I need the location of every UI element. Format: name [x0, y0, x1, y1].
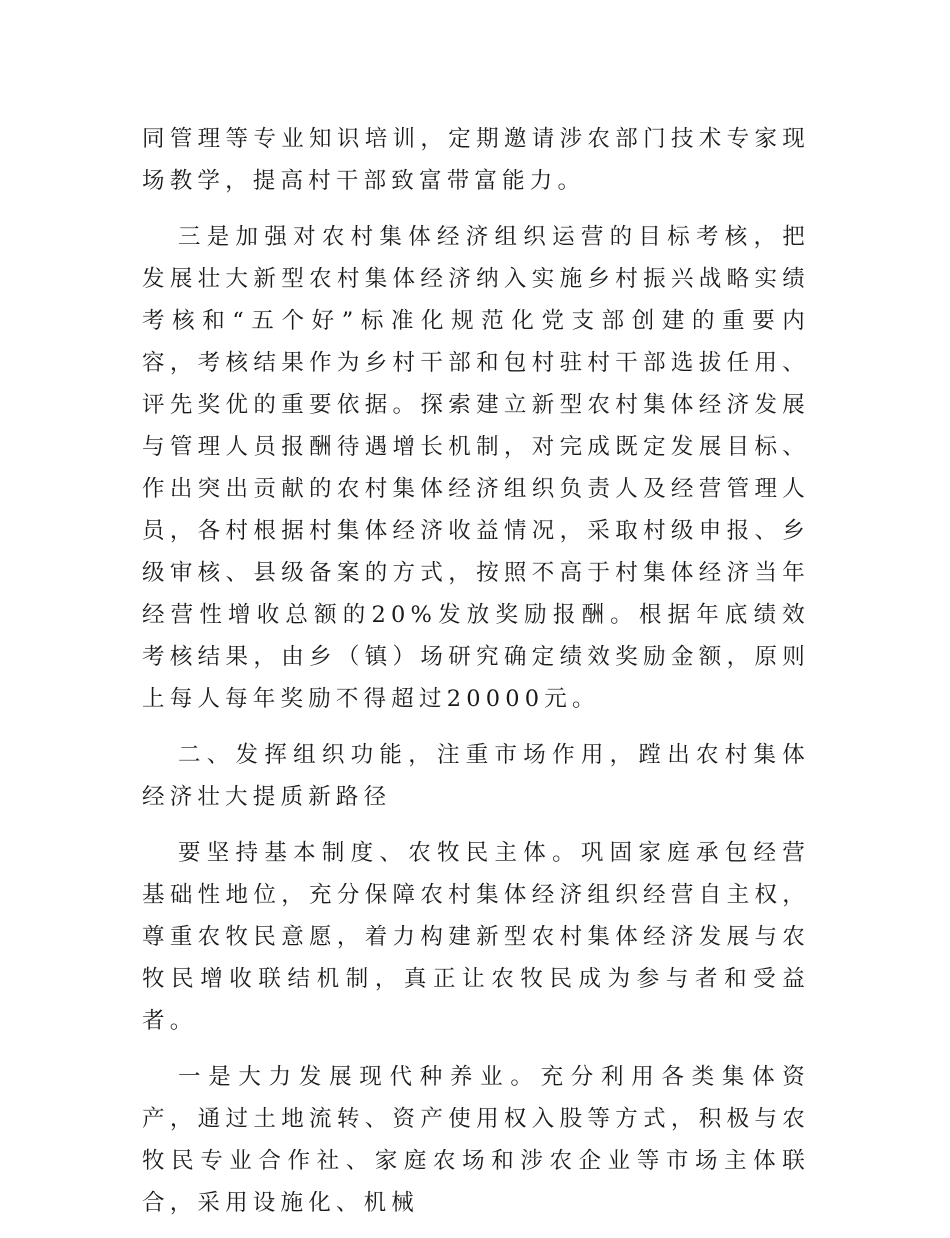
- paragraph-continuation: 同管理等专业知识培训，定期邀请涉农部门技术专家现场教学，提高村干部致富带富能力。: [142, 126, 810, 194]
- paragraph-basic-system: 要坚持基本制度、农牧民主体。巩固家庭承包经营基础性地位，充分保障农村集体经济组织经营自主权，尊重农牧民意愿，着力构建新型农村集体经济发展与农牧民增收联结机制，真正让农牧民成为参与者和受益者。: [142, 840, 810, 1034]
- paragraph-modern-farming: 一是大力发展现代种养业。充分利用各类集体资产，通过土地流转、资产使用权入股等方式，积极与农牧民专业合作社、家庭农场和涉农企业等市场主体联合，采用设施化、机械: [142, 1064, 810, 1216]
- paragraph-assessment: 三是加强对农村集体经济组织运营的目标考核，把发展壮大新型农村集体经济纳入实施乡村振兴战略实绩考核和“五个好”标准化规范化党支部创建的重要内容，考核结果作为乡村干部和包村驻村干部选拔任用、评先奖优的重要依据。探索建立新型农村集体经济发展与管理人员报酬待遇增长机制，对完成既定发展目标、作出突出贡献的农村集体经济组织负责人及经营管理人员，各村根据村集体经济收益情况，采取村级申报、乡级审核、县级备案的方式，按照不高于村集体经济当年经营性增收总额的20%发放奖励报酬。根据年底绩效考核结果，由乡（镇）场研究确定绩效奖励金额，原则上每人每年奖励不得超过20000元。: [142, 224, 810, 712]
- document-page: [142, 118, 810, 1238]
- section-heading-two: 二、发挥组织功能，注重市场作用，蹚出农村集体经济壮大提质新路径: [142, 742, 810, 810]
